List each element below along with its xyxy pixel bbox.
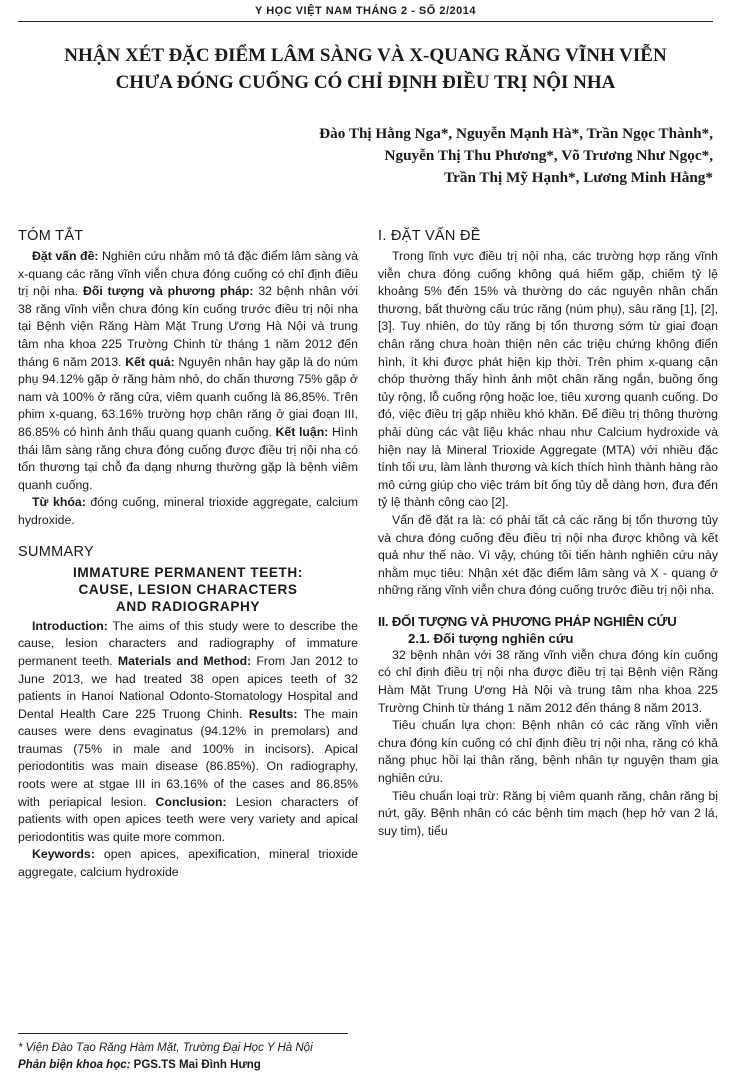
- author-list: [153, 123, 713, 189]
- label-ket-qua: Kết quả:: [121, 354, 175, 369]
- text-tu-khoa: đóng cuống, mineral trioxide aggregate, calcium hydroxide.: [18, 495, 358, 527]
- section-1-paragraph-2: Vấn đề đặt ra là: có phải tất cả các răng bị tổn thương tủy và chưa đóng cuống đều điều trị nội nha được không và kết quả như thế nào. Vì vậy, chúng tôi tiến hành nghiên cứu này nhằm mục tiêu: Nhận xét đặc điểm lâm sàng và X - quang ở những răng vĩnh viễn chưa đóng cuống trước điều trị nội nha.: [378, 512, 718, 598]
- section-2-paragraph-2: Tiêu chuẩn lựa chọn: Bệnh nhân có các răng vĩnh viễn chưa đóng kín cuống có chỉ định điều trị nội nha, răng có khả năng phục hồi lại thân răng, bệnh nhân tự nguyện tham gia nghiên cứu.: [378, 718, 718, 786]
- right-column: [378, 228, 718, 840]
- left-column: [18, 228, 358, 882]
- title-line-1: NHẬN XÉT ĐẶC ĐIỂM LÂM SÀNG VÀ X-QUANG RĂNG VĨNH VIỄN: [64, 45, 667, 66]
- tomtat-heading: TÓM TẮT: [18, 228, 84, 244]
- summary-title-line-3: AND RADIOGRAPHY: [115, 599, 261, 615]
- section-1-heading: I. ĐẶT VẤN ĐỀ: [378, 228, 481, 244]
- text-introduction: The aims of this study were to describe the cause, lesion characters and radiography of immature permanent teeth.: [18, 618, 358, 668]
- section-2-paragraph-1: 32 bệnh nhân với 38 răng vĩnh viễn chưa đóng kín cuống có chỉ định điều trị nội nha được điều trị tại Bệnh viện Răng Hàm Mặt Trung Ương Hà Nội và trung tâm nha khoa 225 Trường Chinh từ tháng 1 năm 2012 đến tháng 8 năm 2013.: [378, 647, 718, 715]
- footnote-reviewer: [18, 1057, 363, 1074]
- authors-line-3: Trần Thị Mỹ Hạnh*, Lương Minh Hằng*: [444, 169, 713, 186]
- reviewer-label: Phản biện khoa học:: [18, 1059, 131, 1071]
- summary-heading: SUMMARY: [18, 543, 94, 560]
- label-ket-luan: Kết luận:: [271, 424, 329, 439]
- label-methods: Materials and Method:: [112, 653, 252, 668]
- running-head: Y HỌC VIỆT NAM THÁNG 2 - SỐ 2/2014: [255, 5, 476, 17]
- section-2-heading: II. ĐỐI TƯỢNG VÀ PHƯƠNG PHÁP NGHIÊN CỨU: [378, 613, 677, 629]
- summary-keywords: [18, 846, 358, 881]
- title-line-2: CHƯA ĐÓNG CUỐNG CÓ CHỈ ĐỊNH ĐIỀU TRỊ NỘI NHA: [115, 72, 616, 93]
- label-tu-khoa: Từ khóa:: [32, 495, 86, 510]
- section-2-1-heading: 2.1. Đối tượng nghiên cứu: [408, 630, 574, 646]
- text-methods: From Jan 2012 to June 2013, we had treated 38 open apices teeth of 32 patients in Hanoi National Odonto-Stomatology Hospital and Dental Health Care 225 Truong Chinh.: [18, 653, 359, 721]
- section-1-paragraph-1: Trong lĩnh vực điều trị nội nha, các trường hợp răng vĩnh viễn chưa đóng cuống không quá hiếm gặp, chiếm tỷ lệ khoảng 5% đến 15% và thường do các nguyên nhân chấn thương, bất thường cấu trúc răng (núm phụ), sâu răng [1], [2], [3]. Tuy nhiên, do tủy răng bị tổn thương sớm từ giai đoạn chân răng chưa hoàn thiện nên các triệu chứng không điển hình, ít khi được phát hiện kịp thời. Trên phim x-quang cận chóp thường thấy hình ảnh một chân răng ngắn, buồng ống tủy rộng, lỗ cuống rộng hoặc loe, tiêu xương quanh cuống. Do đó, việc điều trị gặp nhiều khó khăn. Để điều trị thông thường phải dùng các vật liệu khác nhau như Calcium hydroxide và hiện nay là Mineral Trioxide Aggregate (MTA) với nhiều đặc tính tối ưu, làm lành thương và kích thích hình thành hàng rào mô cứng giúp cho việc trám bít ống tủy dễ dàng hơn, đưa đến tỷ lệ thành công cao [2].: [378, 249, 718, 510]
- text-keywords: open apices, apexification, mineral trioxide aggregate, calcium hydroxide: [18, 847, 358, 880]
- text-ket-qua: Nguyên nhân hay gặp là do núm phụ 94.12% gặp ở răng hàm nhỏ, do chấn thương 75% gặp ở nam và 100% ở răng cửa, viêm quanh cuống là 86,85%. Trên phim x-quang, 63.16% trường hợp chân răng ở giai đoạn III, 86.85% có hình ảnh thấu quang quanh cuống.: [18, 354, 358, 439]
- summary-title: [18, 564, 358, 616]
- tomtat-abstract: [18, 248, 358, 494]
- authors-line-1: Đào Thị Hằng Nga*, Nguyễn Mạnh Hà*, Trần Ngọc Thành*,: [319, 125, 713, 142]
- reviewer-name: PGS.TS Mai Đình Hưng: [130, 1059, 261, 1071]
- label-doi-tuong: Đối tượng và phương pháp:: [78, 284, 254, 299]
- label-keywords: Keywords:: [32, 847, 95, 862]
- label-introduction: Introduction:: [32, 618, 108, 633]
- article-title: [18, 42, 713, 96]
- footnote: [18, 1040, 363, 1074]
- footnote-rule: [18, 1033, 348, 1034]
- label-conclusion: Conclusion:: [146, 794, 227, 809]
- text-results: The main causes were dens evaginatus (94.12% in premolars) and traumas (75% in male and 100% in incisors). Apical periodontitis was main disease (86.85%). On radiography, roots were at stgae III in 63.16% of the cases and 86.85% with periapical lesion.: [18, 706, 358, 809]
- text-dat-van-de: Nghiên cứu nhằm mô tả đặc điểm lâm sàng và x-quang các răng vĩnh viễn chưa đóng cuống có chỉ định điều trị nội nha.: [18, 249, 358, 299]
- text-ket-luan: Hình thái lâm sàng răng chưa đóng cuống được điều trị nội nha có tổn thương tại chỗ đa dạng nhưng thường gặp là bệnh viêm quanh cuống.: [18, 424, 358, 492]
- label-results: Results:: [242, 706, 298, 721]
- summary-title-line-1: IMMATURE PERMANENT TEETH:: [73, 564, 303, 580]
- section-2-paragraph-3: Tiêu chuẩn loại trừ: Răng bị viêm quanh răng, chân răng bị nứt, gãy. Bệnh nhân có các bệnh tim mạch (hẹp hở van 2 lá, suy tim), tiểu: [378, 788, 718, 838]
- summary-title-line-2: CAUSE, LESION CHARACTERS: [78, 581, 298, 597]
- text-conclusion: Lesion characters of patients with open apices teeth were very variety and apical periodontitis was quite more common.: [18, 794, 359, 844]
- header-rule: [18, 21, 713, 22]
- text-doi-tuong: 32 bệnh nhân với 38 răng vĩnh viễn chưa đóng kín cuống trước điều trị nội nha tại Bệnh viện Răng Hàm Mặt Trung Ương Hà Nội và trung tâm nha khoa 225 Trường Chinh từ tháng 1 năm 2012 đến tháng 6 năm 2013.: [18, 284, 359, 369]
- authors-line-2: Nguyễn Thị Thu Phương*, Võ Trương Như Ngọc*,: [384, 147, 713, 164]
- summary-abstract: [18, 618, 358, 847]
- tomtat-keywords: [18, 494, 358, 529]
- label-dat-van-de: Đặt vấn đề:: [32, 249, 99, 263]
- footnote-affiliation: * Viện Đào Tạo Răng Hàm Mặt, Trường Đại Học Y Hà Nội: [18, 1042, 313, 1054]
